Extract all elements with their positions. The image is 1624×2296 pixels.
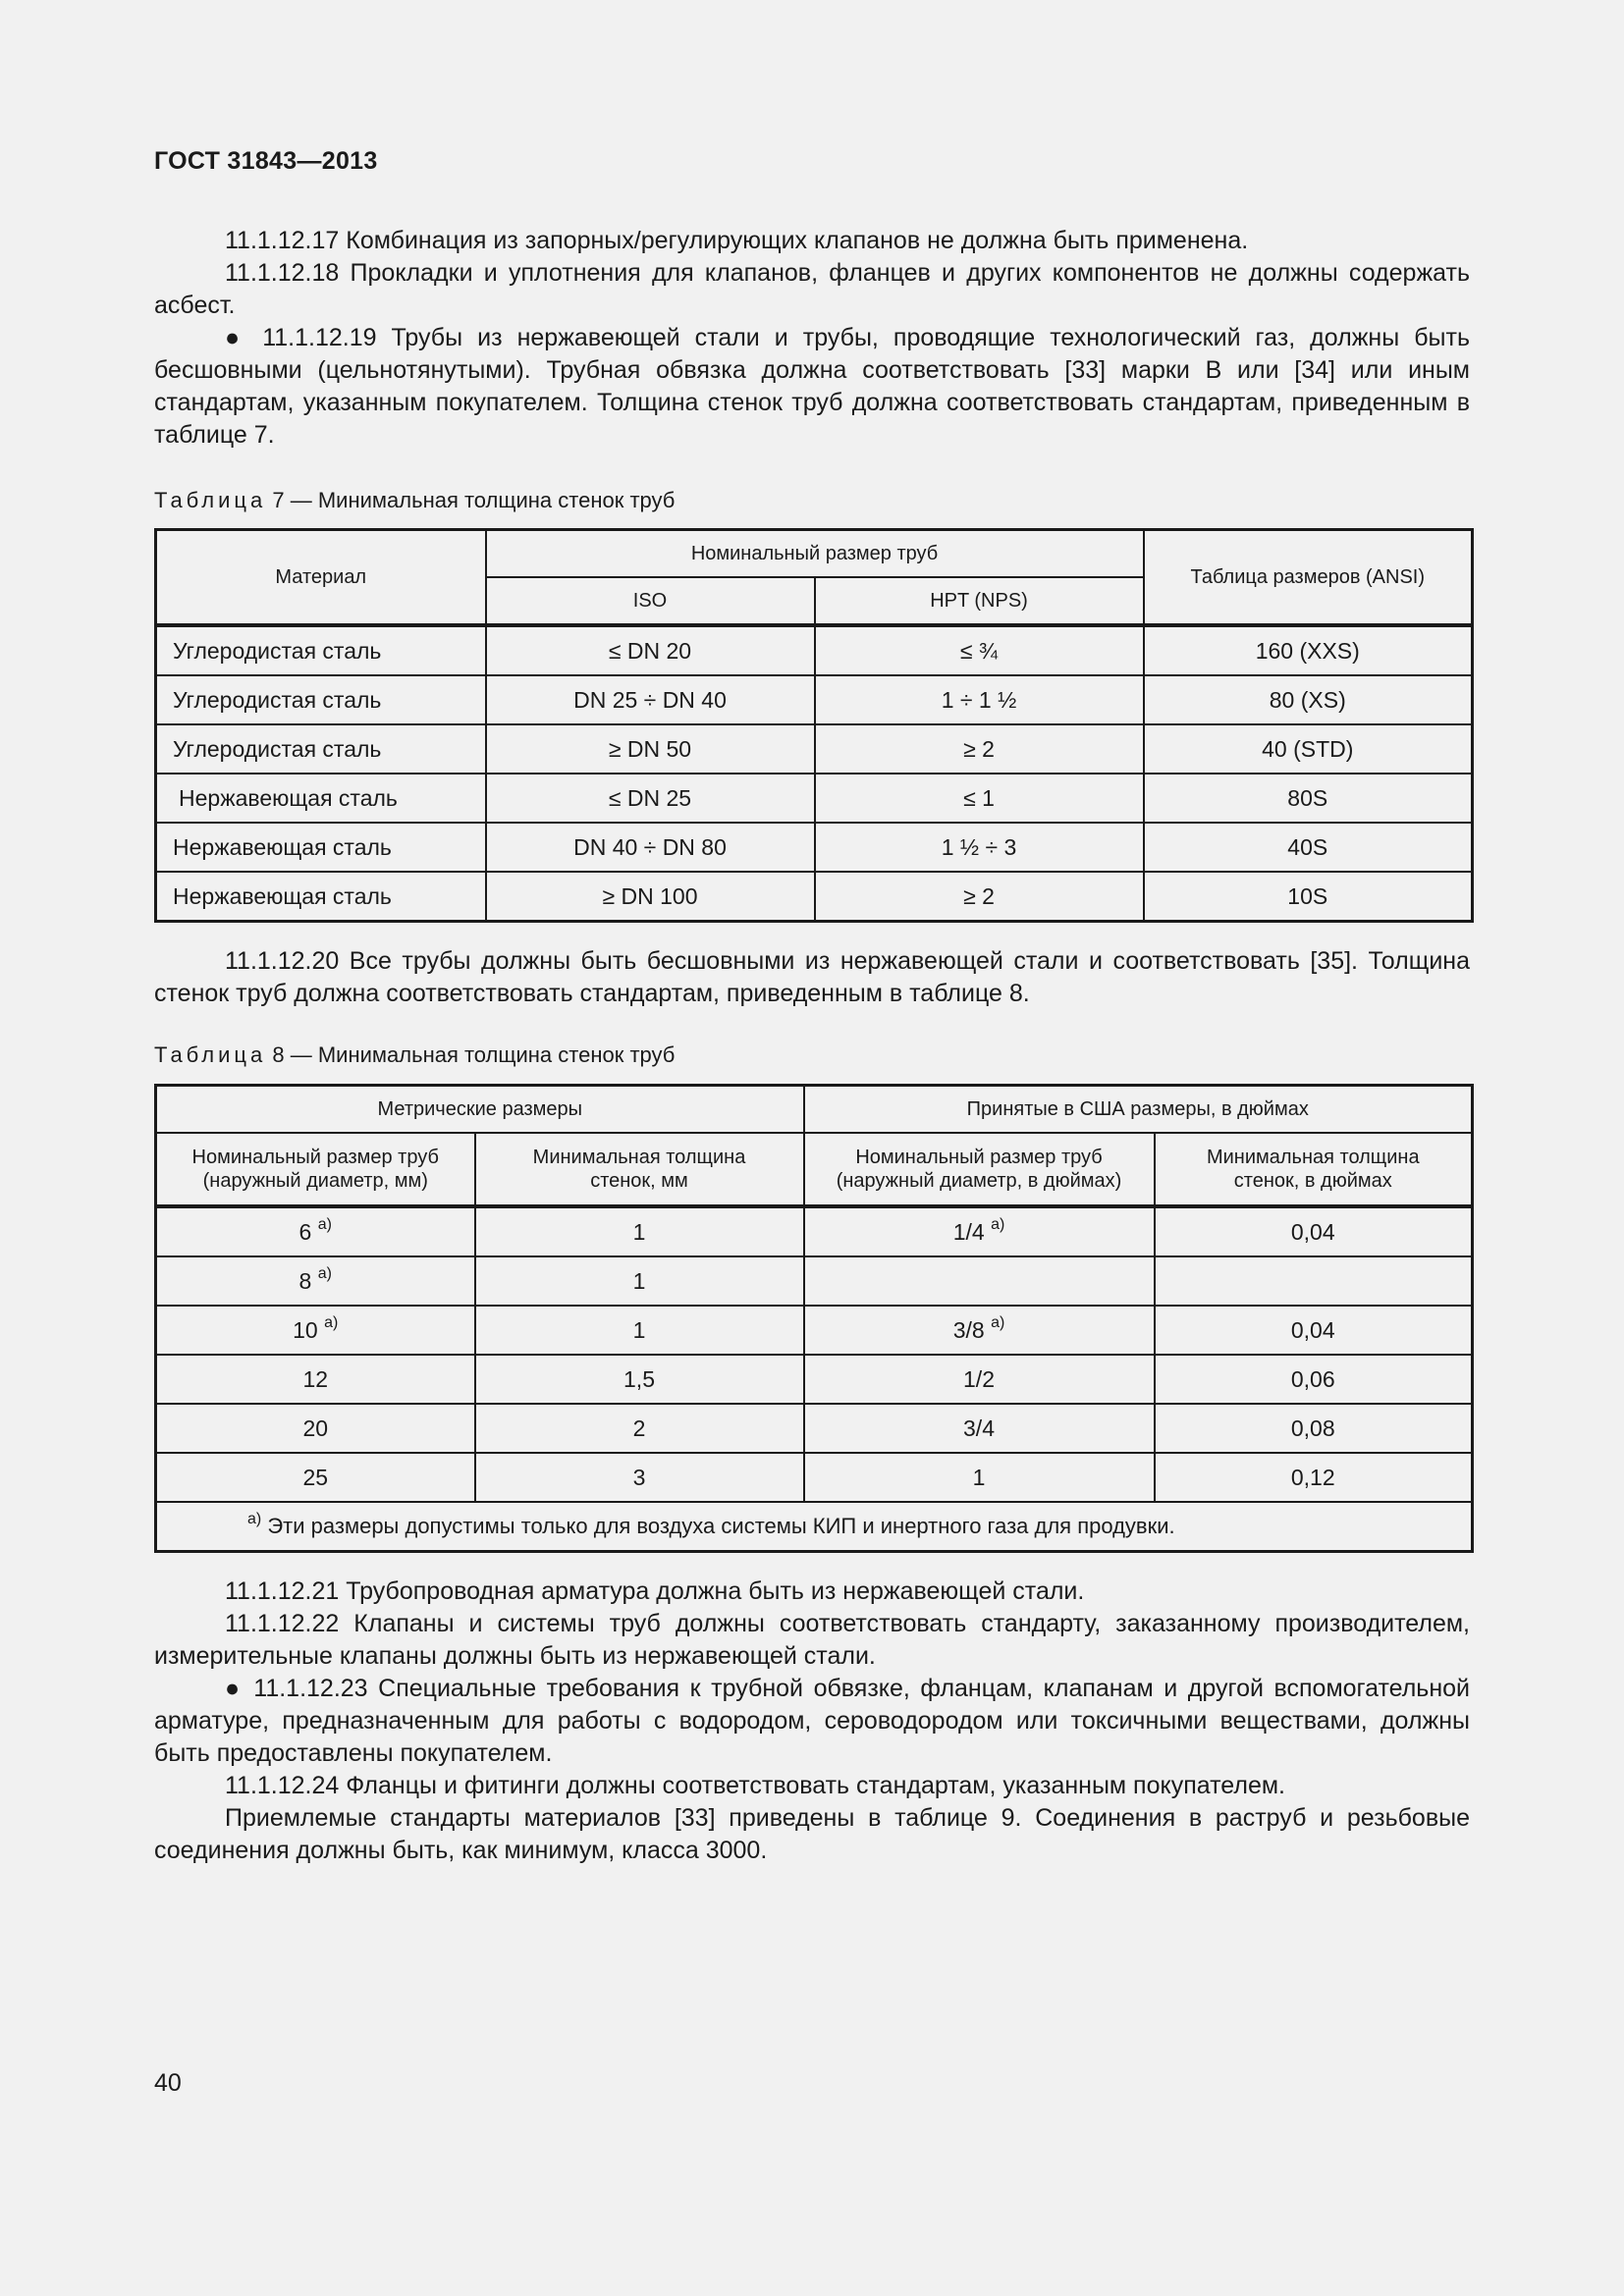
cell-wall-inch: 0,04 xyxy=(1155,1206,1473,1256)
cell-inch xyxy=(804,1306,1155,1355)
cell-material: Углеродистая сталь xyxy=(156,625,486,675)
table-row xyxy=(156,872,1473,922)
cell-wall-mm: 1 xyxy=(475,1206,804,1256)
paragraph: 11.1.12.18 Прокладки и уплотнения для клапанов, фланцев и других компонентов не должны содержать асбест. xyxy=(154,259,1470,319)
footnote-mark: а) xyxy=(247,1511,262,1527)
cell-wall-inch: 0,04 xyxy=(1155,1306,1473,1355)
cell-wall-inch: 0,08 xyxy=(1155,1404,1473,1453)
value: 8 xyxy=(298,1267,312,1294)
cell-iso: DN 40 ÷ DN 80 xyxy=(486,823,815,872)
footnote-mark: а) xyxy=(324,1313,339,1331)
header-line: Номинальный размер труб xyxy=(191,1147,439,1168)
footnote-mark: а) xyxy=(991,1215,1005,1233)
table-footnote-row xyxy=(156,1502,1473,1552)
header-nominal-size: Номинальный размер труб xyxy=(486,530,1144,578)
paragraph: ● 11.1.12.19 Трубы из нержавеющей стали и трубы, проводящие технологический газ, должны быть бесшовными (цельнотянутыми). Трубная обвязка должна соответствовать [33] марки В или [34] или иным стандартам, указанным покупателем. Толщина стенок труб должна соответствовать стандартам, приведенным в таблице 7. xyxy=(154,324,1470,449)
caption-text: 8 — Минимальная толщина стенок труб xyxy=(272,1042,676,1067)
cell-iso: ≥ DN 50 xyxy=(486,724,815,774)
cell-hpt: ≤ ¾ xyxy=(815,625,1144,675)
caption-word: Таблица xyxy=(154,1042,267,1067)
table-row xyxy=(156,625,1473,675)
cell-wall-mm: 1,5 xyxy=(475,1355,804,1404)
table-row xyxy=(156,724,1473,774)
cell-hpt: ≥ 2 xyxy=(815,724,1144,774)
cell-hpt: ≥ 2 xyxy=(815,872,1144,922)
cell-ansi: 40 (STD) xyxy=(1144,724,1473,774)
value: 6 xyxy=(298,1218,312,1245)
document-header: ГОСТ 31843—2013 xyxy=(154,147,378,175)
cell-wall-inch: 0,06 xyxy=(1155,1355,1473,1404)
paragraph: 11.1.12.22 Клапаны и системы труб должны соответствовать стандарту, заказанному производителем, измерительные клапаны должны быть из нержавеющей стали. xyxy=(154,1610,1470,1670)
header-nominal-inch xyxy=(804,1133,1155,1206)
paragraph: Приемлемые стандарты материалов [33] приведены в таблице 9. Соединения в раструб и резьбовые соединения должны быть, как минимум, класса 3000. xyxy=(154,1804,1470,1864)
table-row xyxy=(156,1355,1473,1404)
value: 1/4 xyxy=(952,1218,985,1245)
cell-wall-mm: 1 xyxy=(475,1256,804,1306)
header-line: (наружный диаметр, мм) xyxy=(202,1170,428,1192)
caption-word: Таблица xyxy=(154,488,267,512)
cell-iso: ≤ DN 20 xyxy=(486,625,815,675)
header-iso: ISO xyxy=(486,577,815,625)
table7-caption xyxy=(154,488,675,513)
cell-material: Углеродистая сталь xyxy=(156,724,486,774)
header-line: Минимальная толщина xyxy=(1206,1147,1420,1168)
cell-hpt: 1 ÷ 1 ½ xyxy=(815,675,1144,724)
cell-iso: ≥ DN 100 xyxy=(486,872,815,922)
value: 3/8 xyxy=(952,1316,985,1343)
footnote-mark: а) xyxy=(991,1313,1005,1331)
cell-wall-inch: 0,12 xyxy=(1155,1453,1473,1502)
cell-wall-inch xyxy=(1155,1256,1473,1306)
table-row xyxy=(156,1453,1473,1502)
text-block-2 xyxy=(154,945,1470,1010)
cell-material: Нержавеющая сталь xyxy=(156,872,486,922)
footnote-mark: а) xyxy=(317,1215,332,1233)
header-nominal-mm xyxy=(156,1133,475,1206)
cell-inch xyxy=(804,1206,1155,1256)
cell-hpt: 1 ½ ÷ 3 xyxy=(815,823,1144,872)
paragraph: ● 11.1.12.23 Специальные требования к трубной обвязке, фланцам, клапанам и другой вспомогательной арматуре, предназначенным для работы с водородом, сероводородом или токсичными веществами, должны быть предоставлены покупателем. xyxy=(154,1675,1470,1767)
header-wall-inch xyxy=(1155,1133,1473,1206)
cell-inch: 3/4 xyxy=(804,1404,1155,1453)
cell-mm xyxy=(156,1306,475,1355)
table7 xyxy=(154,528,1474,923)
header-line: стенок, мм xyxy=(590,1170,688,1192)
table8-caption xyxy=(154,1042,675,1068)
table-row xyxy=(156,675,1473,724)
table8 xyxy=(154,1084,1474,1553)
paragraph: 11.1.12.20 Все трубы должны быть бесшовными из нержавеющей стали и соответствовать [35]. Толщина стенок труб должна соответствовать стандартам, приведенным в таблице 8. xyxy=(154,947,1470,1007)
cell-material: Углеродистая сталь xyxy=(156,675,486,724)
cell-mm: 20 xyxy=(156,1404,475,1453)
cell-ansi: 160 (XXS) xyxy=(1144,625,1473,675)
header-ansi: Таблица размеров (ANSI) xyxy=(1144,530,1473,626)
cell-hpt: ≤ 1 xyxy=(815,774,1144,823)
cell-ansi: 40S xyxy=(1144,823,1473,872)
header-line: Номинальный размер труб xyxy=(855,1147,1103,1168)
table-row xyxy=(156,1256,1473,1306)
cell-ansi: 10S xyxy=(1144,872,1473,922)
cell-mm: 12 xyxy=(156,1355,475,1404)
table-footnote xyxy=(156,1502,1473,1552)
cell-material: Нержавеющая сталь xyxy=(156,823,486,872)
header-line: Минимальная толщина xyxy=(532,1147,746,1168)
cell-mm: 25 xyxy=(156,1453,475,1502)
page-number: 40 xyxy=(154,2069,182,2097)
cell-iso: ≤ DN 25 xyxy=(486,774,815,823)
paragraph: 11.1.12.17 Комбинация из запорных/регулирующих клапанов не должна быть применена. xyxy=(225,227,1249,254)
table-row xyxy=(156,1206,1473,1256)
header-hpt: HPT (NPS) xyxy=(815,577,1144,625)
text-block-3 xyxy=(154,1575,1470,1867)
cell-wall-mm: 1 xyxy=(475,1306,804,1355)
header-line: стенок, в дюймах xyxy=(1233,1170,1392,1192)
footnote-text: Эти размеры допустимы только для воздуха системы КИП и инертного газа для продувки. xyxy=(267,1514,1175,1538)
caption-text: 7 — Минимальная толщина стенок труб xyxy=(272,488,676,512)
cell-material: Нержавеющая сталь xyxy=(156,774,486,823)
cell-wall-mm: 2 xyxy=(475,1404,804,1453)
cell-mm xyxy=(156,1206,475,1256)
cell-inch xyxy=(804,1256,1155,1306)
header-wall-mm xyxy=(475,1133,804,1206)
header-line: (наружный диаметр, в дюймах) xyxy=(836,1170,1122,1192)
cell-inch: 1/2 xyxy=(804,1355,1155,1404)
cell-mm xyxy=(156,1256,475,1306)
cell-wall-mm: 3 xyxy=(475,1453,804,1502)
paragraph: 11.1.12.21 Трубопроводная арматура должна быть из нержавеющей стали. xyxy=(225,1577,1085,1605)
cell-iso: DN 25 ÷ DN 40 xyxy=(486,675,815,724)
table-row xyxy=(156,1404,1473,1453)
header-material: Материал xyxy=(156,530,486,626)
table-row xyxy=(156,823,1473,872)
text-block-1 xyxy=(154,225,1470,452)
cell-ansi: 80 (XS) xyxy=(1144,675,1473,724)
footnote-mark: а) xyxy=(317,1264,332,1282)
value: 10 xyxy=(293,1316,318,1343)
cell-ansi: 80S xyxy=(1144,774,1473,823)
cell-inch: 1 xyxy=(804,1453,1155,1502)
header-metric: Метрические размеры xyxy=(156,1086,804,1134)
table-row xyxy=(156,774,1473,823)
header-us: Принятые в США размеры, в дюймах xyxy=(804,1086,1473,1134)
paragraph: 11.1.12.24 Фланцы и фитинги должны соответствовать стандартам, указанным покупателем. xyxy=(225,1772,1285,1799)
table-row xyxy=(156,1306,1473,1355)
